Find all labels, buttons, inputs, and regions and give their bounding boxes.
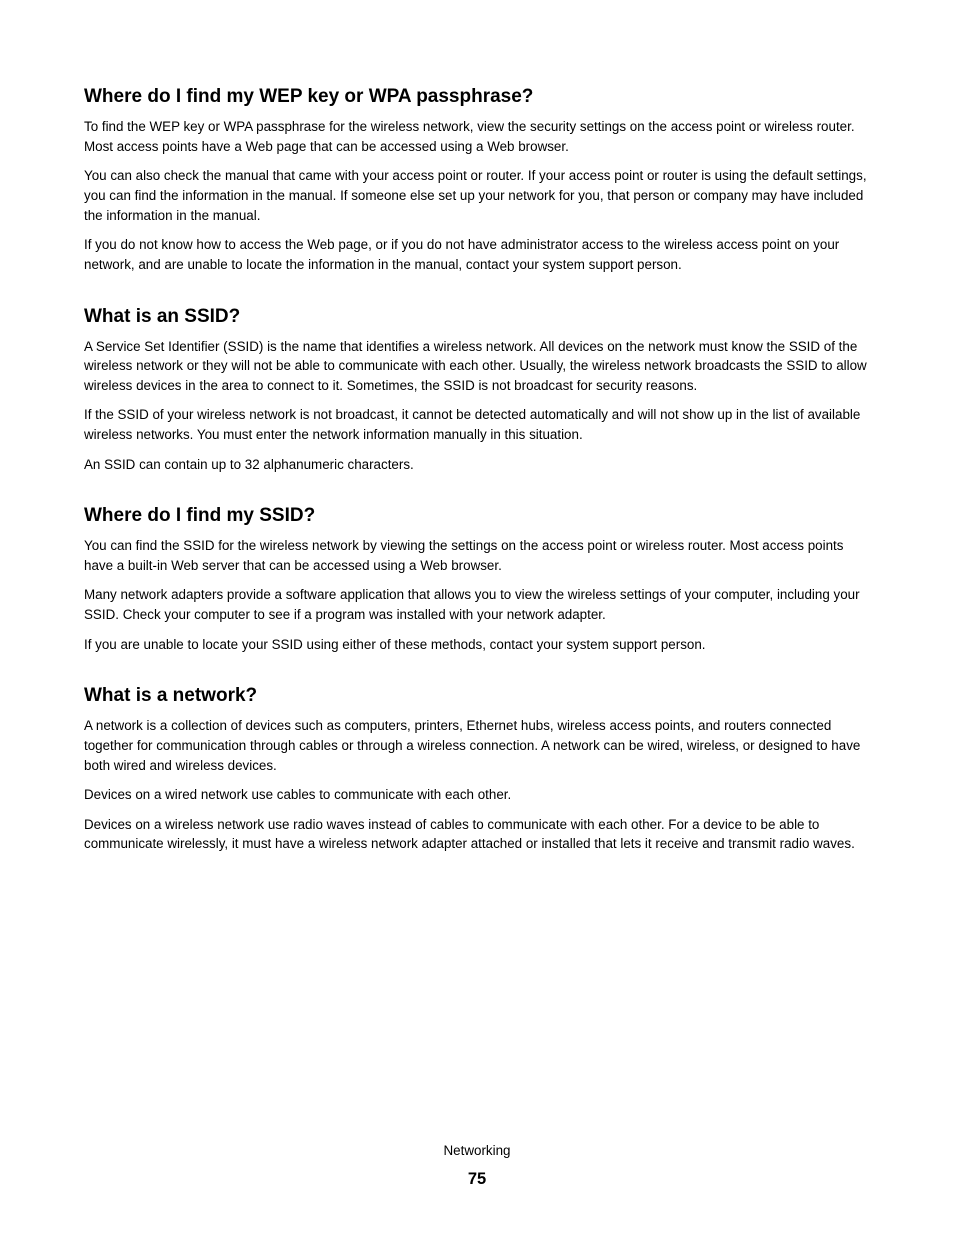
paragraph: If the SSID of your wireless network is not broadcast, it cannot be detected automatically and will not show up in the list of available wireless networks. You must enter the network information manually in this situation. [84, 407, 861, 443]
section-heading: What is a network? [84, 685, 258, 707]
footer-chapter-title: Networking [443, 1143, 511, 1158]
section-heading: What is an SSID? [84, 305, 241, 327]
paragraph: Devices on a wired network use cables to communicate with each other. [84, 787, 512, 803]
paragraph: If you are unable to locate your SSID using either of these methods, contact your system support person. [84, 636, 706, 652]
page-number: 75 [467, 1170, 487, 1188]
section-what-is-ssid [84, 304, 872, 475]
paragraph: Devices on a wireless network use radio waves instead of cables to communicate with each other. For a device to be able to communicate wirelessly, it must have a wireless network adapter attached or installed that lets it receive and transmit radio waves. [84, 816, 855, 852]
document-page [84, 84, 872, 883]
paragraph: You can find the SSID for the wireless network by viewing the settings on the access point or wireless router. Most access points have a built-in Web server that can be accessed using a Web browser. [84, 538, 844, 574]
section-what-is-network [84, 683, 872, 854]
paragraph: To find the WEP key or WPA passphrase for the wireless network, view the security settings on the access point or wireless router. Most access points have a Web page that can be accessed using a Web browser. [84, 119, 855, 154]
section-wep-wpa [84, 84, 872, 275]
section-find-ssid [84, 503, 872, 654]
paragraph: A network is a collection of devices such as computers, printers, Ethernet hubs, wireless access points, and routers connected together for communication through cables or through a wireless connection. A network can be wired, wireless, or designed to have both wired and wireless devices. [84, 718, 861, 773]
section-heading: Where do I find my WEP key or WPA passphrase? [84, 86, 534, 107]
paragraph: If you do not know how to access the Web page, or if you do not have administrator access to the wireless access point on your network, and are unable to locate the information in the manual, contact your system support person. [84, 236, 840, 272]
paragraph: Many network adapters provide a software application that allows you to view the wireless settings of your computer, including your SSID. Check your computer to see if a program was installed with your network adapter. [84, 587, 860, 623]
paragraph: A Service Set Identifier (SSID) is the name that identifies a wireless network. All devices on the network must know the SSID of the wireless network or they will not be able to communicate with each other. Usually, the wireless network broadcasts the SSID to allow wireless devices in the area to connect to it. Sometimes, the SSID is not broadcast for security reasons. [84, 338, 867, 394]
paragraph: An SSID can contain up to 32 alphanumeric characters. [84, 456, 414, 472]
section-heading: Where do I find my SSID? [84, 505, 316, 527]
paragraph: You can also check the manual that came with your access point or router. If your access point or router is using the default settings, you can find the information in the manual. If someone else set up your network for you, that person or company may have included the information in the manual. [84, 168, 867, 223]
